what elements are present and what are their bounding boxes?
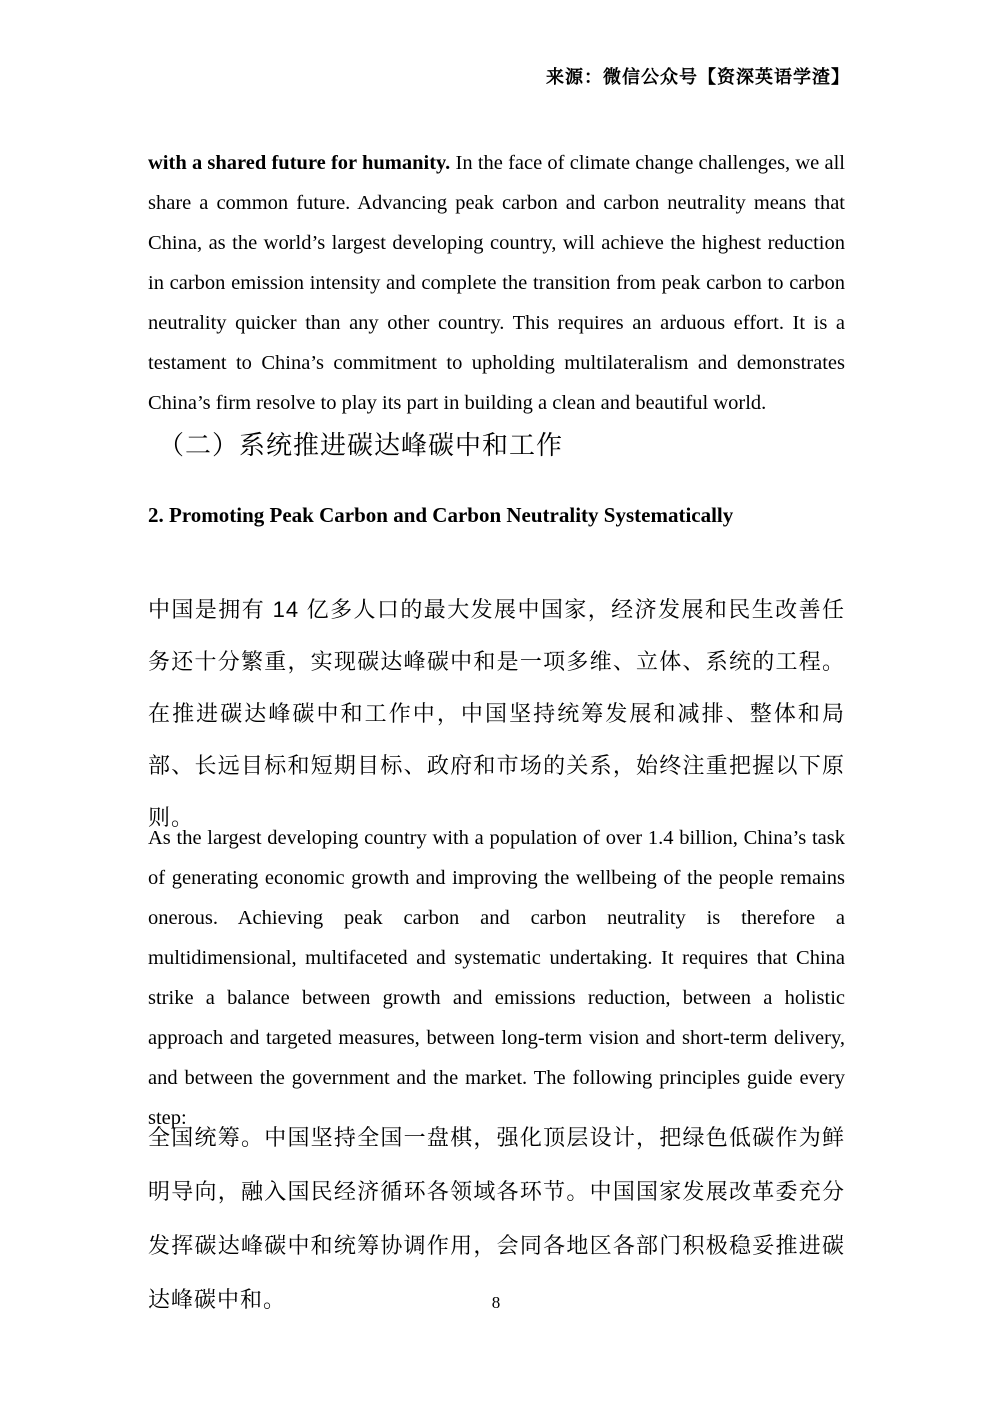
paragraph-chinese-2: 全国统筹。中国坚持全国一盘棋，强化顶层设计，把绿色低碳作为鲜明导向，融入国民经济循环各领域各环节。中国国家发展改革委充分发挥碳达峰碳中和统筹协调作用，会同各地区各部门积极稳妥推进碳达峰碳中和。 xyxy=(148,1125,845,1312)
section-heading-chinese: （二）系统推进碳达峰碳中和工作 xyxy=(158,430,564,460)
page-number: 8 xyxy=(491,1293,501,1312)
paragraph-english-1 xyxy=(148,143,845,423)
section-heading-english: 2. Promoting Peak Carbon and Carbon Neutrality Systematically xyxy=(148,503,734,527)
paragraph-chinese-1: 中国是拥有 14 亿多人口的最大发展中国家，经济发展和民生改善任务还十分繁重，实现碳达峰碳中和是一项多维、立体、系统的工程。在推进碳达峰碳中和工作中，中国坚持统筹发展和减排、整体和局部、长远目标和短期目标、政府和市场的关系，始终注重把握以下原则。 xyxy=(148,597,845,830)
paragraph-body-text: In the face of climate change challenges, we all share a common future. Advancing peak carbon and carbon neutrality means that China, as the world’s largest developing country, will achieve the highest reduction in carbon emission intensity and complete the transition from peak carbon to carbon neutrality quicker than any other country. This requires an arduous effort. It is a testament to China’s commitment to upholding multilateralism and demonstrates China’s firm resolve to play its part in building a clean and beautiful world. xyxy=(148,151,845,414)
paragraph-lead-bold: with a shared future for humanity. xyxy=(148,151,451,174)
paragraph-english-2: As the largest developing country with a population of over 1.4 billion, China’s task of generating economic growth and improving the wellbeing of the people remains onerous. Achieving peak carbon and carbon neutrality is therefore a multidimensional, multifaceted and systematic undertaking. It requires that China strike a balance between growth and emissions reduction, between a holistic approach and targeted measures, between long-term vision and short-term delivery, and between the government and the market. The following principles guide every step: xyxy=(148,826,845,1129)
source-attribution: 来源：微信公众号【资深英语学渣】 xyxy=(546,67,850,87)
